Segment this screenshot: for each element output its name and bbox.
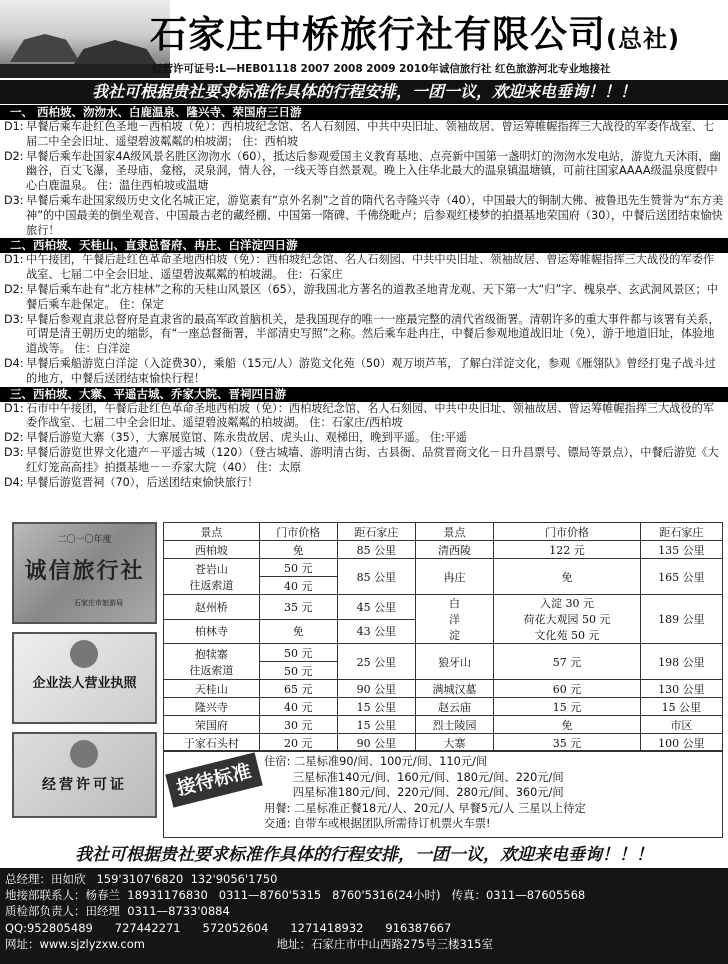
company-name: 石家庄中桥旅行社有限公司(总社): [150, 13, 680, 56]
contact-line: 地接部联系人：杨春兰 18931176830 0311—8760'5315 8760'5316(24小时) 传真：0311—87605568: [5, 888, 586, 903]
table-row: 赵州桥 35 元 45 公里 白 洋 淀 入淀 30 元 荷花大观园 50 元 文化苑 50 元 189 公里: [164, 595, 723, 620]
header: [0, 0, 728, 80]
table-row: 荣国府 30 元 15 公里 烈士陵园 免 市区: [164, 716, 723, 734]
contact-block: [0, 868, 728, 964]
route-title: 三、西柏坡、大寨、平遥古城、乔家大院、晋祠四日游: [0, 387, 728, 402]
route-day: D2: 早餐后乘车赴国家4A级风景名胜区沕沕水（60），抵达后参观爱国主义教育基地、点亮新中国第一盏明灯的沕沕水发电站，游览九天沐雨，幽幽谷，百丈飞瀑，圣母庙，龛榕，灵泉洞，情人谷，一线天等自然景观。晚上入住华北最大的温泉镇温塘镇，可前往国家AAAA级温泉度假中心白鹿温泉。 住：温住西柏坡或温塘: [4, 149, 721, 193]
route-day: D1: 中午接团，午餐后赴红色革命圣地西柏坡（免）：西柏坡纪念馆、名人石刻园、中共中央旧址、领袖故居、曾运筹帷幄指挥三大战役的军委作战室、七届二中全会旧址、遥望碧波粼粼的柏坡湖。 住：石家庄: [4, 253, 715, 282]
honest-agency-certificate: 二〇一〇年度 诚信旅行社 石家庄市旅游局: [12, 522, 157, 624]
reception-badge: 接待标准: [165, 752, 262, 807]
price-table: [163, 522, 723, 752]
slogan-bottom: 我社可根据贵社要求标准作具体的行程安排，一团一议，欢迎来电垂询！！！: [75, 845, 653, 865]
certificates: [12, 522, 157, 826]
route-day: D1: 石市中午接团，午餐后赴红色革命圣地西柏坡（免）：西柏坡纪念馆、名人石刻园、中共中央旧址、领袖故居、曾运筹帷幄指挥三大战役的军委作战室、七届二中全会旧址、遥望碧波粼粼的柏坡湖。 住：石家庄/西柏坡: [4, 401, 715, 430]
table-row: 西柏坡 免 85 公里 清西陵 122 元 135 公里: [164, 541, 723, 559]
contact-line: 总经理：田如欣 159'3107'6820 132'9056'1750: [5, 872, 278, 886]
contact-line: 网址：www.sjzlyzxw.com 地址：石家庄市中山西路275号三楼315室: [5, 936, 493, 951]
table-row: 柏林寺 免 43 公里: [164, 619, 723, 644]
national-emblem-icon: [70, 740, 98, 768]
national-emblem-icon: [70, 640, 98, 668]
company-suffix: (总社): [606, 25, 680, 53]
route-day: D3: 早餐后游览世界文化遗产－平遥古城（120）（登古城墙、游明清古街、古县衙、品赏晋商文化－日升昌票号、镖局等景点），中餐后游览《大红灯笼高高挂》拍摄基地－－乔家大院（40） 住：太原: [4, 445, 719, 474]
header-architecture-photo: [0, 0, 170, 78]
operating-permit-certificate: 经营许可证: [12, 732, 157, 818]
route-day: D2: 早餐后游览大寨（35），大寨展览馆、陈永贵故居、虎头山、观梯田，晚到平遥。 住:平遥: [4, 431, 468, 445]
route-day: D1: 早餐后乘车赴红色圣地－西柏坡（免）：西柏坡纪念馆、名人石刻园、中共中央旧址、领袖故居、曾运筹帷幄指挥三大战役的军委作战室、七届二中全会旧址、遥望碧波粼粼的柏坡湖； 住：西柏坡: [4, 120, 715, 148]
route-day: D3: 早餐后参观直隶总督府是直隶省的最高军政首脑机关，是我国现存的唯一一座最完整的清代省级衙署。清朝许多的重大事件都与该署有关系，可谓是清王朝历史的缩影，有“一座总督衙署，半部清史写照”之称。然后乘车赴冉庄，中餐后参观地道战旧址（免），游于地道旧址，体验地道战等。 住：白洋淀: [4, 312, 720, 356]
contact-line: 质检部负责人：田经理 0311—8733'0884: [5, 904, 230, 919]
itineraries: [0, 105, 728, 490]
route-day: D4: 早餐后乘船游览白洋淀（入淀费30），乘船（15元/人）游览文化苑（50）观万顷芦苇，了解白洋淀文化，参观《雁翎队》曾经打鬼子战斗过的地方，中餐后送团结束愉快行程！: [4, 356, 716, 385]
table-row: 40 元: [164, 577, 723, 595]
contact-line: QQ:952805489 727442271 572052604 1271418932 916387667: [5, 920, 452, 935]
reception-standards: [163, 750, 723, 838]
slogan-banner: 我社可根据贵社要求标准作具体的行程安排，一团一议，欢迎来电垂询！！！: [0, 80, 728, 104]
table-row: 苍岩山 往返索道 50 元 85 公里 冉庄 免 165 公里: [164, 559, 723, 577]
table-row: 于家石头村 20 元 90 公里 大寨 35 元 100 公里: [164, 734, 723, 752]
business-license-certificate: 企业法人营业执照: [12, 632, 157, 724]
table-row: 天桂山 65 元 90 公里 满城汉墓 60 元 130 公里: [164, 680, 723, 698]
table-row: 抱犊寨 往返索道 50 元 25 公里 狼牙山 57 元 198 公里: [164, 644, 723, 662]
route-title: 二、西柏坡、天桂山、直隶总督府、冉庄、白洋淀四日游: [0, 238, 728, 253]
route-day: D4: 早餐后游览晋祠（70），后送团结束愉快旅行！: [4, 475, 259, 489]
route-title: 一、 西柏坡、沕沕水、白鹿温泉、隆兴寺、荣国府三日游: [0, 105, 728, 120]
route-day: D2: 早餐后乘车赴有“北方桂林”之称的天桂山风景区（65），游我国北方著名的道教圣地青龙观、天下第一大“归”字、槐泉亭、玄武洞风景区；中餐后乘车赴保定。 住：保定: [4, 282, 718, 311]
table-row: 50 元: [164, 662, 723, 680]
route-day: D3: 早餐后乘车赴国家级历史文化名城正定，游览素有“京外名刹”之首的隋代名寺隆兴寺（40），中国最大的铜制大佛、被鲁迅先生赞誉为“东方美神”的中国最美的倒坐观音、中国最古老的藏经棚、中国第一隋碑、千佛绕毗卢；后参观红楼梦的拍摄基地荣国府（30），中餐后送团结束愉快旅行！: [4, 193, 724, 237]
table-row: 隆兴寺 40 元 15 公里 赵云庙 15 元 15 公里: [164, 698, 723, 716]
lower-section: [0, 518, 728, 840]
reception-lines: 住宿: 二星标准90/间、100元/间、110元/间 三星标准140元/间、160元/间、180元/间、220元/间 四星标准180元/间、220元/间、280元/间、360元/间 用餐: 二星标准正餐18元/人、20元/人 早餐5元/人 三星以上待定 交通: 自带车或根据团队所需待订机票火车票!: [264, 755, 586, 831]
license-line: 经营许可证号:L—HEB01118 2007 2008 2009 2010年诚信旅行社 红色旅游河北专业地接社: [152, 63, 611, 75]
table-header-row: 景点 门市价格 距石家庄 景点 门市价格 距石家庄: [164, 523, 723, 541]
